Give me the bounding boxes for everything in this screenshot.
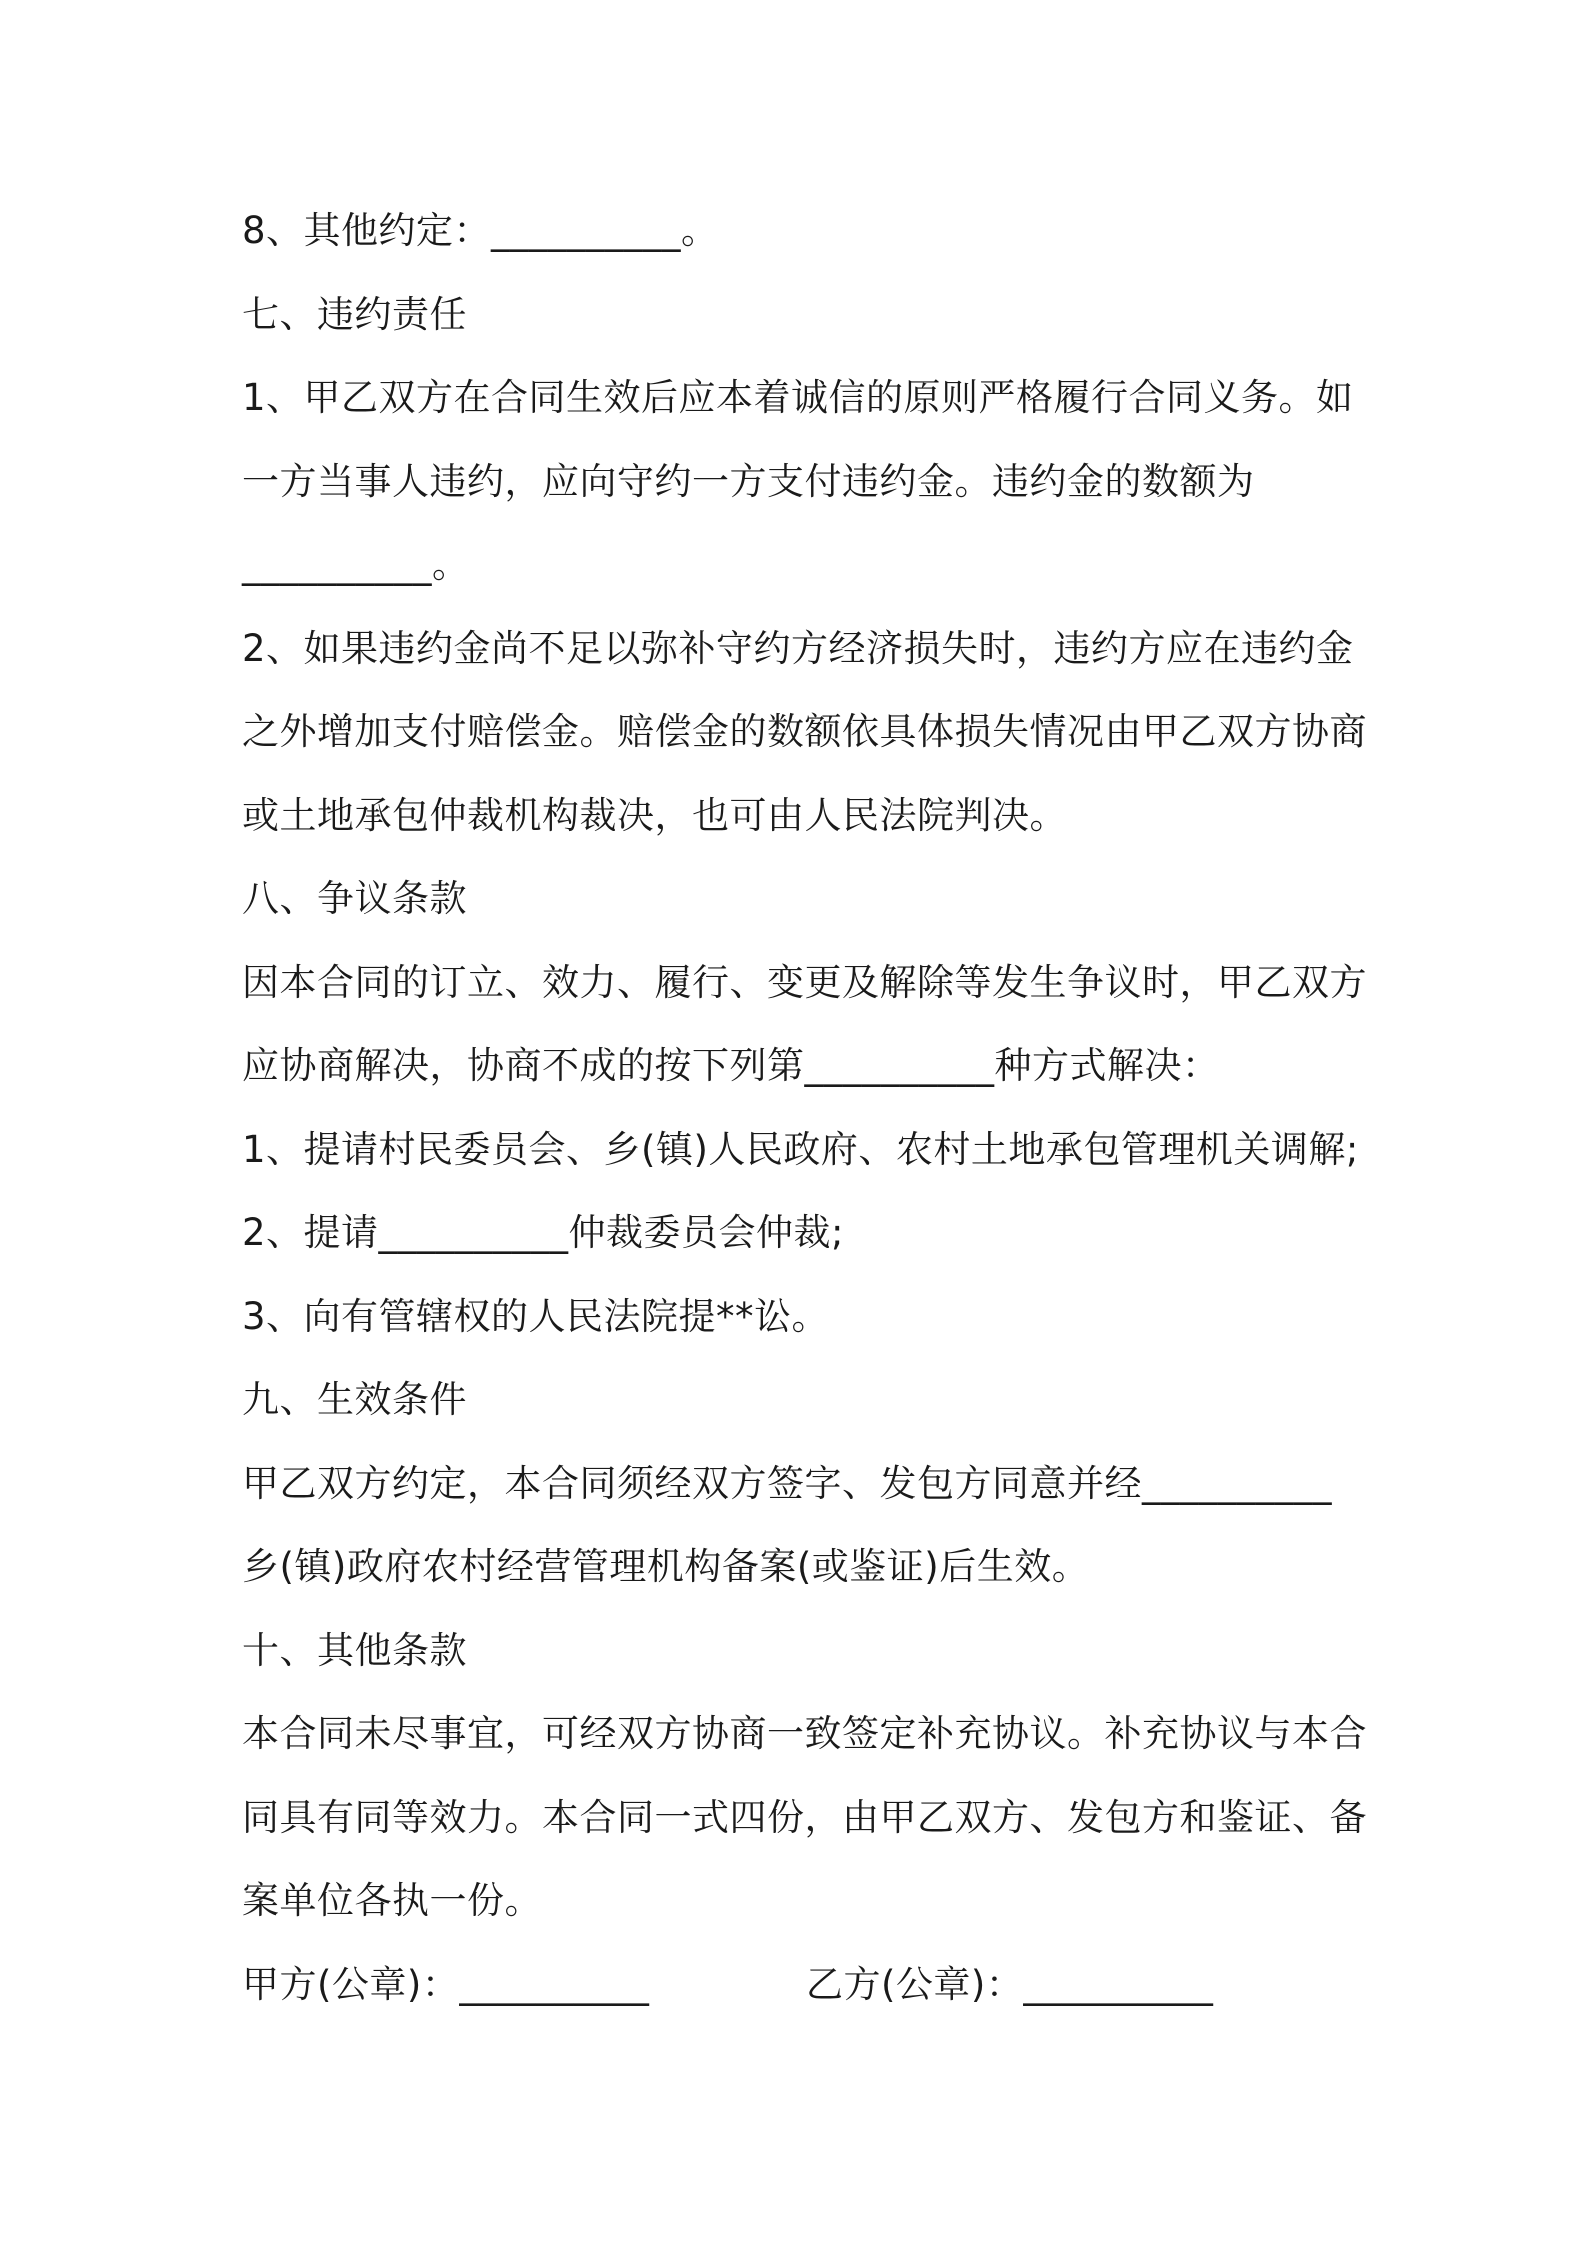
section-8-option-1: 1、提请村民委员会、乡(镇)人民政府、农村土地承包管理机关调解; <box>242 1128 1359 1171</box>
section-7-clause-1-line-2: 一方当事人违约，应向守约一方支付违约金。违约金的数额为 <box>242 460 1255 503</box>
section-7-clause-1-line-1: 1、甲乙双方在合同生效后应本着诚信的原则严格履行合同义务。如 <box>242 376 1354 419</box>
section-7-clause-2-line-3: 或土地承包仲裁机构裁决，也可由人民法院判决。 <box>242 794 1067 837</box>
signature-party-a: 甲方(公章)：__________ <box>242 1963 650 2006</box>
section-10-text-line-1: 本合同未尽事宜，可经双方协商一致签定补充协议。补充协议与本合 <box>242 1712 1367 1755</box>
section-7-clause-2-line-2: 之外增加支付赔偿金。赔偿金的数额依具体损失情况由甲乙双方协商 <box>242 710 1367 753</box>
section-8-text-line-1: 因本合同的订立、效力、履行、变更及解除等发生争议时，甲乙双方 <box>242 961 1367 1004</box>
signature-party-b: 乙方(公章)：__________ <box>806 1963 1214 2006</box>
section-8-text-line-2: 应协商解决，协商不成的按下列第__________种方式解决： <box>242 1044 1220 1087</box>
section-8-heading: 八、争议条款 <box>242 877 467 920</box>
section-9-text-line-1: 甲乙双方约定，本合同须经双方签字、发包方同意并经__________ <box>242 1462 1332 1505</box>
section-8-option-2: 2、提请__________仲裁委员会仲裁; <box>242 1211 845 1254</box>
section-7-clause-2-line-1: 2、如果违约金尚不足以弥补守约方经济损失时，违约方应在违约金 <box>242 627 1354 670</box>
section-10-text-line-3: 案单位各执一份。 <box>242 1879 542 1922</box>
section-10-heading: 十、其他条款 <box>242 1629 467 1672</box>
section-10-text-line-2: 同具有同等效力。本合同一式四份，由甲乙双方、发包方和鉴证、备 <box>242 1796 1367 1839</box>
section-8-option-3: 3、向有管辖权的人民法院提**讼。 <box>242 1295 830 1338</box>
section-9-text-line-2: 乡(镇)政府农村经营管理机构备案(或鉴证)后生效。 <box>242 1545 1090 1588</box>
section-9-heading: 九、生效条件 <box>242 1378 467 1421</box>
clause-8-other-agreement: 8、其他约定：__________。 <box>242 209 719 252</box>
section-7-heading: 七、违约责任 <box>242 293 467 336</box>
section-7-clause-1-line-3: __________。 <box>242 543 470 586</box>
